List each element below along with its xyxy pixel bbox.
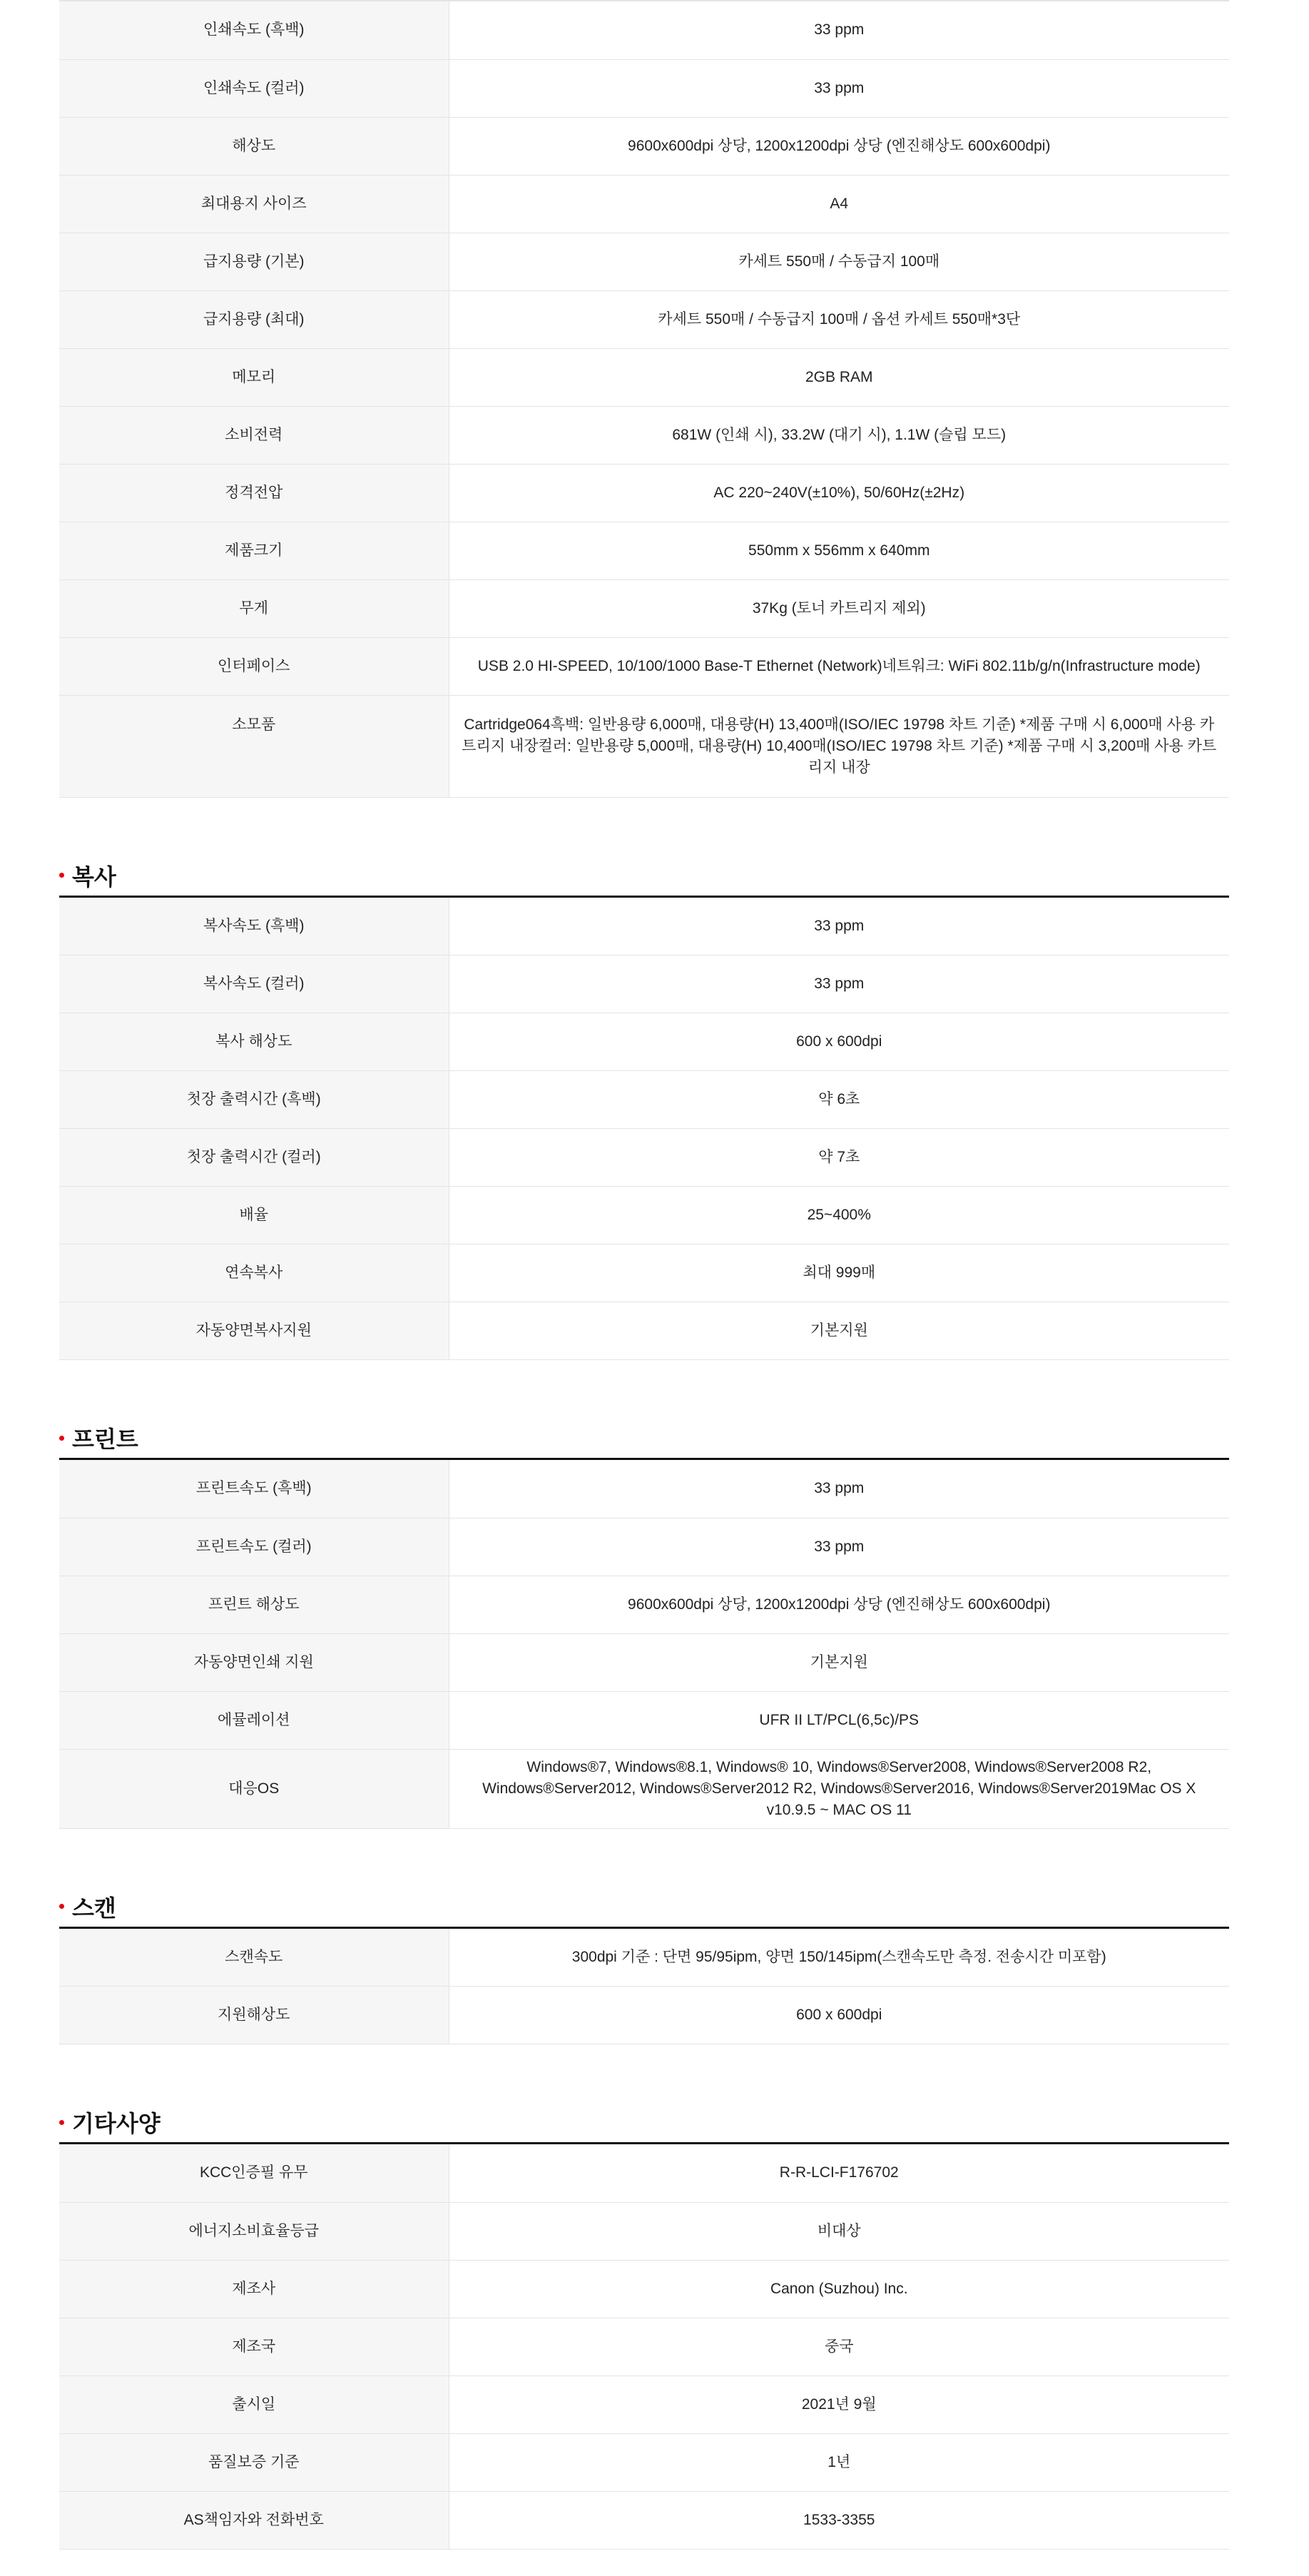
row-value: 최대 999매	[449, 1244, 1229, 1302]
row-label: 연속복사	[59, 1244, 449, 1302]
red-bullet-icon	[59, 873, 64, 878]
table-row	[59, 1691, 1229, 1749]
table-row	[59, 117, 1229, 175]
row-value: 300dpi 기준 : 단면 95/95ipm, 양면 150/145ipm(스캔속도만 측정. 전송시간 미포함)	[449, 1929, 1229, 1987]
table-row	[59, 59, 1229, 117]
row-value: 600 x 600dpi	[449, 1013, 1229, 1071]
table-row	[59, 2144, 1229, 2202]
row-label: 급지용량 (최대)	[59, 290, 449, 348]
row-label: AS책임자와 전화번호	[59, 2491, 449, 2549]
red-bullet-icon	[59, 1436, 64, 1441]
row-label: 배율	[59, 1187, 449, 1244]
row-label: 급지용량 (기본)	[59, 233, 449, 290]
table-row	[59, 464, 1229, 522]
table-row	[59, 1518, 1229, 1576]
table-row	[59, 233, 1229, 290]
section-title: 기타사양	[72, 2111, 161, 2136]
table-row	[59, 1302, 1229, 1360]
table-row	[59, 2318, 1229, 2375]
table-row	[59, 695, 1229, 797]
row-value: 2GB RAM	[449, 348, 1229, 406]
row-label: 무게	[59, 579, 449, 637]
row-value: 37Kg (토너 카트리지 제외)	[449, 579, 1229, 637]
row-value: 33 ppm	[449, 59, 1229, 117]
row-label: 복사속도 (컬러)	[59, 955, 449, 1013]
row-label: KCC인증필 유무	[59, 2144, 449, 2202]
row-label: 메모리	[59, 348, 449, 406]
table-row	[59, 1, 1229, 59]
table-row	[59, 1013, 1229, 1071]
row-value: 중국	[449, 2318, 1229, 2375]
section-title: 스캔	[72, 1895, 116, 1921]
row-value: Cartridge064흑백: 일반용량 6,000매, 대용량(H) 13,400매(ISO/IEC 19798 차트 기준) *제품 구매 시 6,000매 사용 카트리지 내장컬러: 일반용량 5,000매, 대용량(H) 10,400매(ISO/IEC 19798 차트 기준) *제품 구매 시 3,200매 사용 카트리지 내장	[449, 695, 1229, 797]
table-row	[59, 1987, 1229, 2044]
row-label: 자동양면인쇄 지원	[59, 1633, 449, 1691]
row-label: 에뮬레이션	[59, 1691, 449, 1749]
row-label: 소모품	[59, 695, 449, 797]
table-row	[59, 2491, 1229, 2549]
row-value: AC 220~240V(±10%), 50/60Hz(±2Hz)	[449, 464, 1229, 522]
row-value: A4	[449, 175, 1229, 233]
table-row	[59, 1187, 1229, 1244]
row-label: 프린트 해상도	[59, 1576, 449, 1633]
spec-page	[59, 0, 1229, 2550]
row-value: 681W (인쇄 시), 33.2W (대기 시), 1.1W (슬립 모드)	[449, 406, 1229, 464]
row-label: 에너지소비효율등급	[59, 2202, 449, 2260]
table-row	[59, 637, 1229, 695]
table-row	[59, 2433, 1229, 2491]
red-bullet-icon	[59, 2120, 64, 2125]
table-row	[59, 2375, 1229, 2433]
row-value: 600 x 600dpi	[449, 1987, 1229, 2044]
row-value: 9600x600dpi 상당, 1200x1200dpi 상당 (엔진해상도 600x600dpi)	[449, 1576, 1229, 1633]
row-value: 카세트 550매 / 수동급지 100매 / 옵션 카세트 550매*3단	[449, 290, 1229, 348]
row-value: Windows®7, Windows®8.1, Windows® 10, Windows®Server2008, Windows®Server2008 R2, Windows®Server2012, Windows®Server2012 R2, Windows®Server2016, Windows®Server2019Mac OS X v10.9.5 ~ MAC OS 11	[449, 1749, 1229, 1828]
row-label: 정격전압	[59, 464, 449, 522]
section-rule	[59, 1458, 1229, 1460]
row-label: 자동양면복사지원	[59, 1302, 449, 1360]
table-row	[59, 898, 1229, 955]
row-label: 첫장 출력시간 (컬러)	[59, 1129, 449, 1187]
row-label: 소비전력	[59, 406, 449, 464]
section-header-etc	[59, 2044, 1229, 2144]
row-value: 약 7초	[449, 1129, 1229, 1187]
row-value: 비대상	[449, 2202, 1229, 2260]
row-value: 2021년 9월	[449, 2375, 1229, 2433]
section-header-print	[59, 1360, 1229, 1460]
row-value: 9600x600dpi 상당, 1200x1200dpi 상당 (엔진해상도 600x600dpi)	[449, 117, 1229, 175]
row-label: 스캔속도	[59, 1929, 449, 1987]
table-row	[59, 2260, 1229, 2318]
table-row	[59, 1129, 1229, 1187]
row-label: 지원해상도	[59, 1987, 449, 2044]
row-label: 품질보증 기준	[59, 2433, 449, 2491]
section-rule	[59, 1927, 1229, 1929]
row-value: 33 ppm	[449, 955, 1229, 1013]
table-row	[59, 1071, 1229, 1129]
spec-table-print-general	[59, 1, 1229, 798]
row-value: 기본지원	[449, 1633, 1229, 1691]
table-row	[59, 1244, 1229, 1302]
row-label: 제조사	[59, 2260, 449, 2318]
table-row	[59, 522, 1229, 579]
row-value: 기본지원	[449, 1302, 1229, 1360]
row-value: 33 ppm	[449, 1518, 1229, 1576]
table-row	[59, 1633, 1229, 1691]
section-header-scan	[59, 1829, 1229, 1929]
row-value: USB 2.0 HI-SPEED, 10/100/1000 Base-T Ethernet (Network)네트워크: WiFi 802.11b/g/n(Infrastructure mode)	[449, 637, 1229, 695]
section-rule	[59, 896, 1229, 898]
row-value: 33 ppm	[449, 898, 1229, 955]
table-row	[59, 1460, 1229, 1518]
red-bullet-icon	[59, 1904, 64, 1909]
row-label: 제품크기	[59, 522, 449, 579]
row-value: 33 ppm	[449, 1, 1229, 59]
row-value: UFR II LT/PCL(6,5c)/PS	[449, 1691, 1229, 1749]
table-row	[59, 2202, 1229, 2260]
table-row	[59, 1929, 1229, 1987]
row-label: 인쇄속도 (흑백)	[59, 1, 449, 59]
table-row	[59, 348, 1229, 406]
table-row	[59, 579, 1229, 637]
row-value: 550mm x 556mm x 640mm	[449, 522, 1229, 579]
row-value: 약 6초	[449, 1071, 1229, 1129]
row-value: 카세트 550매 / 수동급지 100매	[449, 233, 1229, 290]
row-value: 1년	[449, 2433, 1229, 2491]
section-title: 프린트	[72, 1426, 138, 1452]
table-row	[59, 290, 1229, 348]
row-label: 프린트속도 (컬러)	[59, 1518, 449, 1576]
row-label: 인터페이스	[59, 637, 449, 695]
spec-table-scan	[59, 1929, 1229, 2045]
section-rule	[59, 2142, 1229, 2144]
row-label: 첫장 출력시간 (흑백)	[59, 1071, 449, 1129]
row-label: 복사 해상도	[59, 1013, 449, 1071]
section-title: 복사	[72, 863, 116, 890]
table-row	[59, 1749, 1229, 1828]
row-label: 출시일	[59, 2375, 449, 2433]
row-value: 33 ppm	[449, 1460, 1229, 1518]
table-row	[59, 1576, 1229, 1633]
row-value: 1533-3355	[449, 2491, 1229, 2549]
row-label: 해상도	[59, 117, 449, 175]
table-row	[59, 406, 1229, 464]
row-label: 제조국	[59, 2318, 449, 2375]
row-value: Canon (Suzhou) Inc.	[449, 2260, 1229, 2318]
spec-table-print	[59, 1460, 1229, 1829]
section-header-copy	[59, 798, 1229, 898]
row-label: 인쇄속도 (컬러)	[59, 59, 449, 117]
table-row	[59, 175, 1229, 233]
row-label: 복사속도 (흑백)	[59, 898, 449, 955]
row-label: 대응OS	[59, 1749, 449, 1828]
row-value: R-R-LCI-F176702	[449, 2144, 1229, 2202]
spec-table-etc	[59, 2144, 1229, 2550]
spec-table-copy	[59, 898, 1229, 1361]
table-row	[59, 955, 1229, 1013]
row-value: 25~400%	[449, 1187, 1229, 1244]
row-label: 프린트속도 (흑백)	[59, 1460, 449, 1518]
row-label: 최대용지 사이즈	[59, 175, 449, 233]
